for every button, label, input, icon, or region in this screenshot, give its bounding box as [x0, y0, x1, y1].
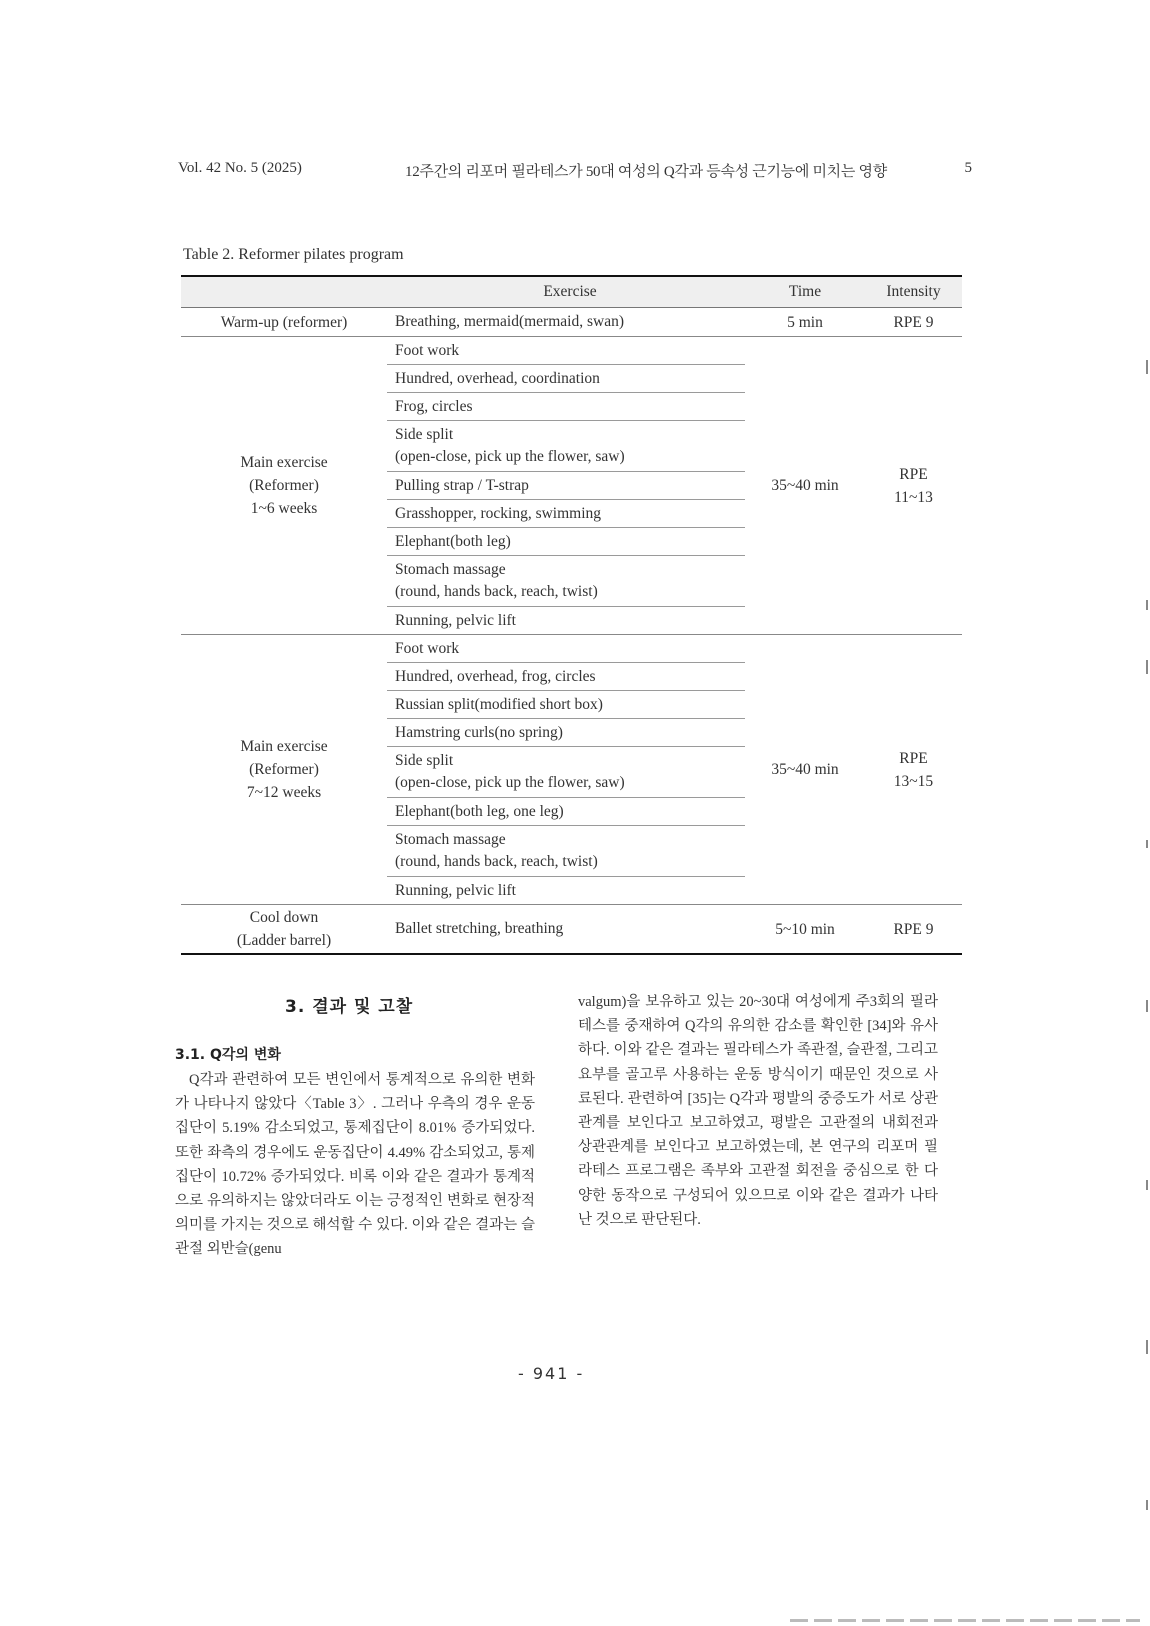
intensity-cell: RPE 11~13 — [865, 337, 962, 635]
exercise-cell: Russian split(modified short box) — [387, 691, 745, 719]
exercise-cell: Breathing, mermaid(mermaid, swan) — [387, 308, 745, 337]
exercise-cell: Hundred, overhead, frog, circles — [387, 663, 745, 691]
exercise-cell: Elephant(both leg) — [387, 528, 745, 556]
scan-bottom-strip — [790, 1619, 1140, 1622]
header-exercise: Exercise — [387, 276, 745, 308]
intensity-cell: RPE 13~15 — [865, 635, 962, 905]
footer-page-number: - 941 - — [518, 1364, 585, 1383]
table-row-cooldown — [181, 905, 962, 955]
table-row-warmup — [181, 308, 962, 337]
exercise-cell: Ballet stretching, breathing — [387, 905, 745, 955]
exercise-cell: Elephant(both leg, one leg) — [387, 798, 745, 826]
program-table — [181, 275, 962, 955]
exercise-cell: Hundred, overhead, coordination — [387, 365, 745, 393]
exercise-cell: Stomach massage (round, hands back, reach, twist) — [387, 556, 745, 607]
header-page-number: 5 — [964, 160, 972, 176]
phase-main-1-6: Main exercise (Reformer) 1~6 weeks — [181, 337, 387, 635]
subsection-title: 3.1. Q각의 변화 — [175, 1047, 281, 1063]
section-title: 3. 결과 및 고찰 — [285, 997, 414, 1017]
table-header-row — [181, 276, 962, 308]
scan-edge-marks — [1144, 300, 1150, 1600]
table-row — [181, 635, 962, 663]
exercise-cell: Side split (open-close, pick up the flower, saw) — [387, 747, 745, 798]
exercise-cell: Stomach massage (round, hands back, reach, twist) — [387, 826, 745, 877]
intensity-cell: RPE 9 — [865, 905, 962, 955]
body-paragraph-left: Q각과 관련하여 모든 변인에서 통계적으로 유의한 변화가 나타나지 않았다〈Table 3〉. 그러나 우측의 경우 운동집단이 5.19% 감소되었고, 통제집단이 8.01% 증가되었다. 또한 좌측의 경우에도 운동집단이 4.49% 감소되었고, 통제집단이 10.72% 증가되었다. 비록 이와 같은 결과가 통계적으로 유의하지는 않았더라도 이는 긍정적인 변화로 현장적 의미를 가지는 것으로 해석할 수 있다. 이와 같은 결과는 슬관절 외반슬(genu — [175, 1072, 535, 1258]
time-cell: 5~10 min — [745, 905, 865, 955]
exercise-cell: Running, pelvic lift — [387, 877, 745, 905]
phase-main-7-12: Main exercise (Reformer) 7~12 weeks — [181, 635, 387, 905]
exercise-cell: Hamstring curls(no spring) — [387, 719, 745, 747]
phase-cooldown: Cool down (Ladder barrel) — [181, 905, 387, 955]
exercise-cell: Pulling strap / T-strap — [387, 472, 745, 500]
running-title: 12주간의 리포머 필라테스가 50대 여성의 Q각과 등속성 근기능에 미치는 영향 — [405, 164, 887, 180]
body-paragraph-right: valgum)을 보유하고 있는 20~30대 여성에게 주3회의 필라테스를 중재하여 Q각의 유의한 감소를 확인한 [34]와 유사하다. 이와 같은 결과는 필라테스가 족관절, 슬관절, 그리고 요부를 골고루 사용하는 운동 방식이기 때문인 것으로 사료된다. 관련하여 [35]는 Q각과 평발의 중증도가 서로 상관관계를 보인다고 보고하였고, 평발은 고관절의 내회전과 상관관계를 보인다고 보고하였는데, 본 연구의 리포머 필라테스 프로그램은 족부와 고관절 회전을 중심으로 한 다양한 동작으로 구성되어 있으므로 이와 같은 결과가 나타난 것으로 판단된다. — [578, 994, 938, 1228]
running-header — [178, 160, 972, 182]
time-cell: 5 min — [745, 308, 865, 337]
exercise-cell: Side split (open-close, pick up the flower, saw) — [387, 421, 745, 472]
exercise-cell: Running, pelvic lift — [387, 607, 745, 635]
exercise-cell: Foot work — [387, 635, 745, 663]
header-phase — [181, 276, 387, 308]
exercise-cell: Frog, circles — [387, 393, 745, 421]
time-cell: 35~40 min — [745, 337, 865, 635]
table-caption: Table 2. Reformer pilates program — [183, 246, 404, 263]
exercise-cell: Foot work — [387, 337, 745, 365]
time-cell: 35~40 min — [745, 635, 865, 905]
journal-volume: Vol. 42 No. 5 (2025) — [178, 160, 302, 176]
header-time: Time — [745, 276, 865, 308]
exercise-cell: Grasshopper, rocking, swimming — [387, 500, 745, 528]
header-intensity: Intensity — [865, 276, 962, 308]
intensity-cell: RPE 9 — [865, 308, 962, 337]
table-row — [181, 337, 962, 365]
phase-warmup: Warm-up (reformer) — [181, 308, 387, 337]
